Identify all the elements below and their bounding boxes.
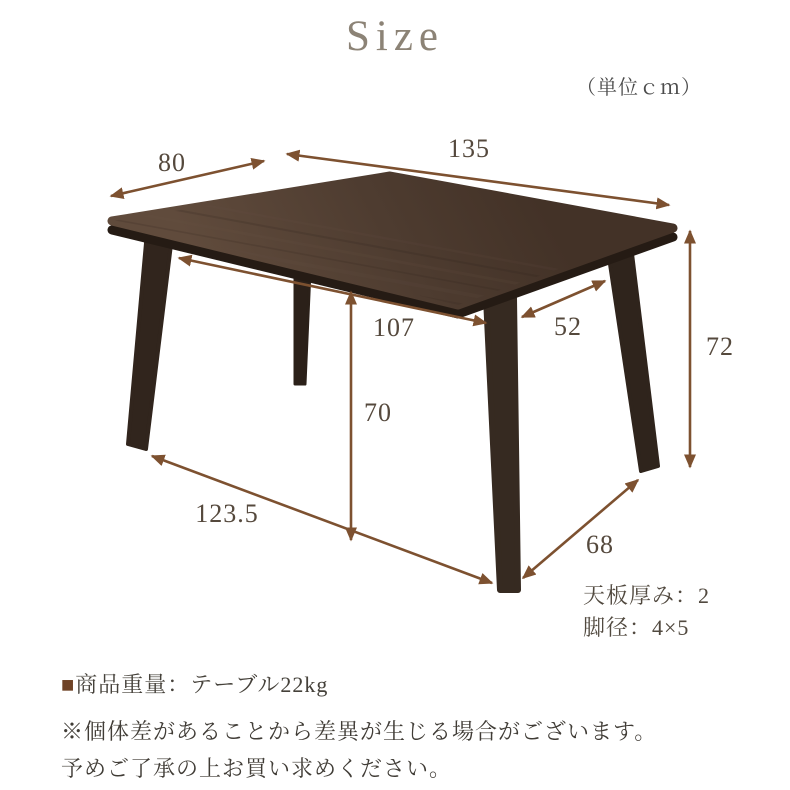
arrow-top-depth-80 <box>111 161 264 196</box>
table-leg-front-center <box>486 298 518 590</box>
label-top-depth: 80 <box>158 148 186 177</box>
spec-top-thickness: 天板厚み：2 <box>583 583 711 608</box>
unit-note: （単位ｃｍ） <box>576 77 702 99</box>
label-height: 72 <box>706 332 734 361</box>
weight-text: 商品重量：テーブル22kg <box>75 672 329 697</box>
label-clearance-height: 70 <box>364 398 392 427</box>
label-floor-span-width: 123.5 <box>195 499 259 528</box>
spec-leg-diameter: 脚径：4×5 <box>583 615 690 640</box>
label-leg-span-width: 107 <box>373 313 415 342</box>
notes-block <box>61 713 657 787</box>
note-line-2: 予めご了承の上お買い求めください。 <box>61 756 453 781</box>
square-bullet-icon: ■ <box>61 672 76 697</box>
label-floor-span-depth: 68 <box>586 530 614 559</box>
weight-line <box>61 668 328 699</box>
table-leg-front-left <box>128 228 173 449</box>
label-top-width: 135 <box>448 134 490 163</box>
label-leg-span-depth: 52 <box>554 312 582 341</box>
spec-block <box>583 580 710 644</box>
note-line-1: ※個体差があることから差異が生じる場合がございます。 <box>61 719 658 744</box>
page-title: Size <box>345 13 445 60</box>
arrow-floor-span-68 <box>523 480 638 578</box>
